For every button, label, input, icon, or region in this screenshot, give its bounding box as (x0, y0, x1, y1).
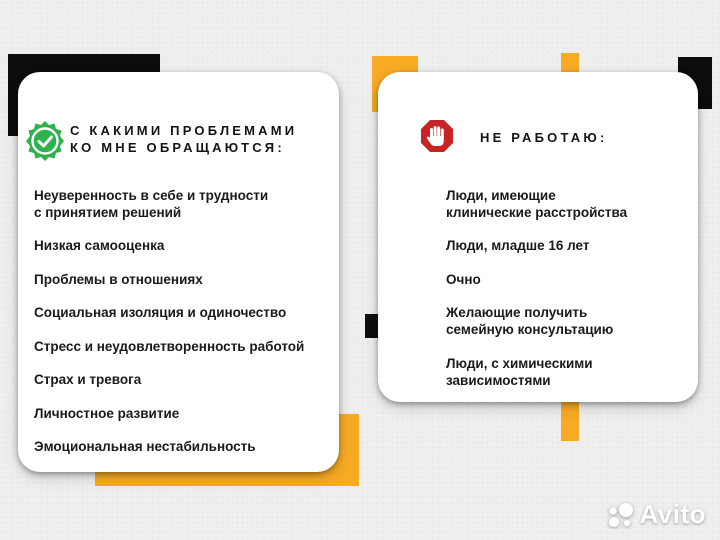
exclusion-item: Люди, младше 16 лет (446, 238, 590, 253)
avito-watermark (605, 499, 706, 530)
not-working-title: НЕ РАБОТАЮ: (480, 130, 608, 145)
stop-hand-icon (420, 119, 454, 153)
avito-dots-icon (605, 501, 635, 529)
problem-item: Низкая самооценка (34, 238, 165, 253)
problem-item: Стресс и неудовлетворенность работой (34, 339, 305, 354)
exclusion-item: Люди, имеющие клинические расстройства (446, 188, 628, 220)
problem-item: Неуверенность в себе и трудности с принятием решений (34, 188, 269, 220)
exclusion-item: Желающие получить семейную консультацию (446, 305, 614, 337)
problem-item: Проблемы в отношениях (34, 272, 203, 287)
problem-item: Эмоциональная нестабильность (34, 439, 256, 454)
exclusion-item: Очно (446, 272, 481, 287)
check-badge-icon (24, 120, 66, 162)
problems-title: С КАКИМИ ПРОБЛЕМАМИ КО МНЕ ОБРАЩАЮТСЯ: (70, 123, 298, 155)
problem-item: Личностное развитие (34, 406, 180, 421)
avito-wordmark: Avito (639, 499, 706, 529)
exclusion-item: Люди, с химическими зависимостями (446, 356, 593, 388)
problems-card (18, 72, 339, 472)
problem-item: Социальная изоляция и одиночество (34, 305, 287, 320)
problem-item: Страх и тревога (34, 372, 142, 387)
not-working-card (378, 72, 698, 402)
